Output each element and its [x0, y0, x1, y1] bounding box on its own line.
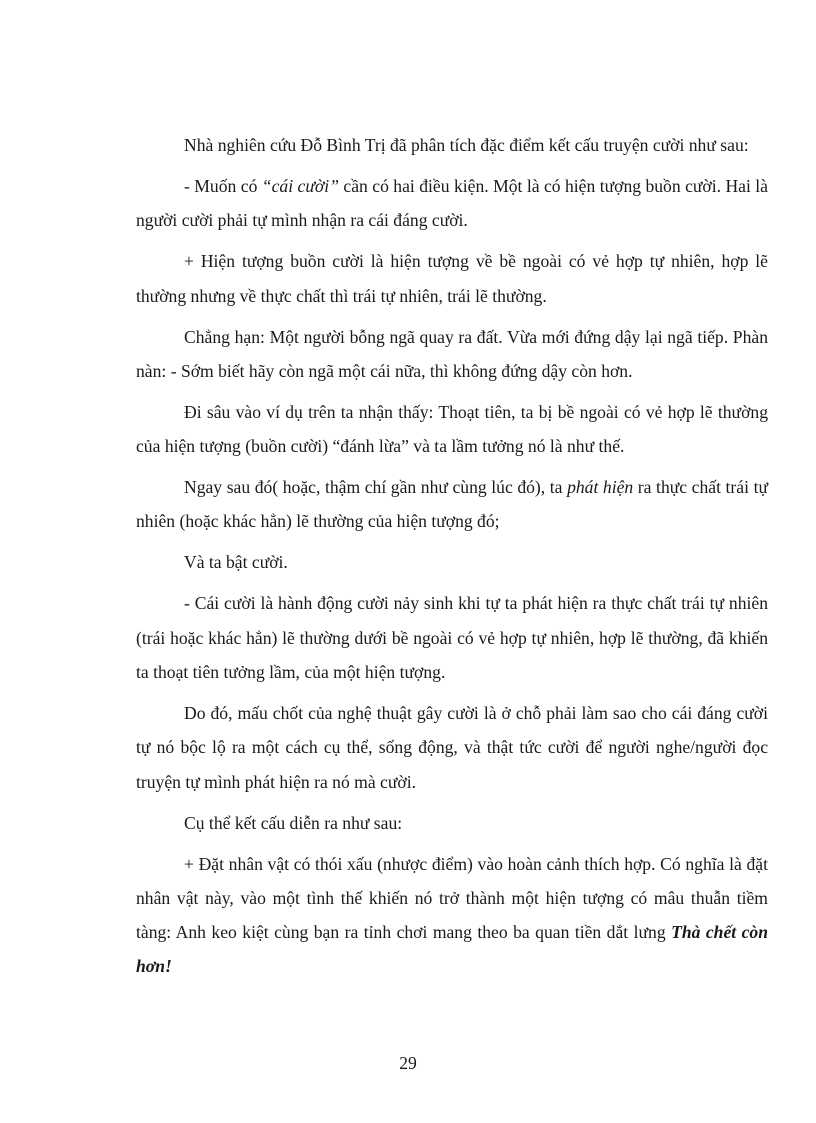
paragraph-example: Chẳng hạn: Một người bỗng ngã quay ra đất. Vừa mới đứng dậy lại ngã tiếp. Phàn nàn: - Sớm biết hãy còn ngã một cái nữa, thì không đứng dậy còn hơn. [136, 326, 768, 381]
paragraph-analysis: Đi sâu vào ví dụ trên ta nhận thấy: Thoạt tiên, ta bị bề ngoài có vẻ hợp lẽ thường của hiện tượng (buồn cười) “đánh lừa” và ta lầm tưởng nó là như thế. [136, 401, 768, 457]
paragraph-conditions [136, 169, 768, 238]
paragraph-conditions-end: cần có hai điều kiện. Một là có hiện tượng buồn cười. Hai là người cười phải tự mình nhận ra cái đáng cười. [136, 175, 768, 231]
paragraph-discovery [136, 470, 768, 539]
paragraph-definition: - Cái cười là hành động cười nảy sinh khi tự ta phát hiện ra thực chất trái tự nhiên (trái hoặc khác hẳn) lẽ thường dưới bề ngoài có vẻ hợp tự nhiên, hợp lẽ thường, đã khiến ta thoạt tiên tưởng lầm, của một hiện tượng. [136, 593, 768, 682]
paragraph-laugh: Và ta bật cười. [184, 552, 288, 573]
page-body [136, 128, 768, 990]
paragraph-conditions-start: - Muốn có [184, 175, 262, 196]
paragraph-discovery-start: Ngay sau đó( hoặc, thậm chí gần như cùng lúc đó), ta [184, 477, 568, 498]
story-title-tha-chet-con-hon: Thà chết còn hơn! [136, 922, 768, 977]
emphasis-phat-hien: phát hiện [567, 477, 634, 498]
page-number: 29 [399, 1053, 417, 1073]
paragraph-structure-intro: Cụ thể kết cấu diễn ra như sau: [184, 812, 403, 833]
paragraph-structure-step-text: + Đặt nhân vật có thói xấu (nhược điểm) vào hoàn cảnh thích hợp. Có nghĩa là đặt nhân vật này, vào một tình thế khiến nó trở thành một hiện tượng có mâu thuẫn tiềm tàng: Anh keo kiệt cùng bạn ra tỉnh chơi mang theo ba quan tiền dắt lưng [136, 853, 768, 943]
paragraph-intro: Nhà nghiên cứu Đỗ Bình Trị đã phân tích đặc điểm kết cấu truyện cười như sau: [184, 135, 749, 155]
paragraph-discovery-end: ra thực chất trái tự nhiên (hoặc khác hẳn) lẽ thường của hiện tượng đó; [136, 477, 768, 532]
paragraph-structure-step [136, 847, 768, 984]
paragraph-key-point: Do đó, mấu chốt của nghệ thuật gây cười là ở chỗ phải làm sao cho cái đáng cười tự nó bộc lộ ra một cách cụ thể, sống động, và thật tức cười để người nghe/người đọc truyện tự mình phát hiện ra nó mà cười. [136, 702, 768, 792]
paragraph-phenomenon: + Hiện tượng buồn cười là hiện tượng về bề ngoài có vẻ hợp tự nhiên, hợp lẽ thường nhưng về thực chất thì trái tự nhiên, trái lẽ thường. [136, 251, 768, 306]
quoted-term-cai-cuoi: “cái cười” [261, 175, 339, 196]
